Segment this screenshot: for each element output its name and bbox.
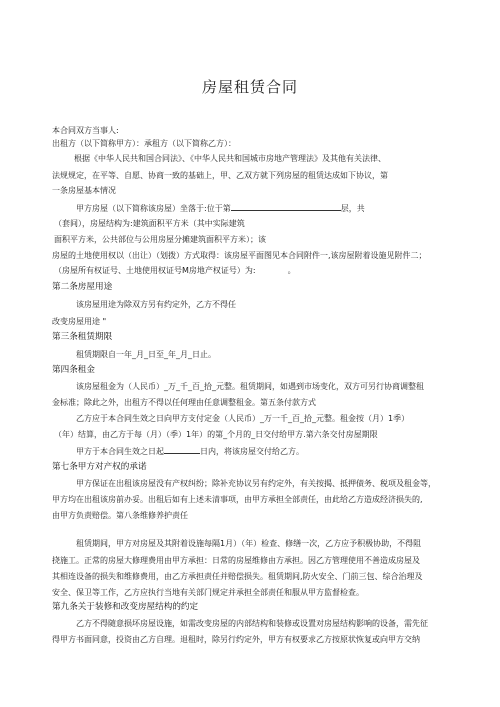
parties-line: 出租方（以下简称甲方）：承租方（以下简称乙方）：: [52, 139, 236, 148]
article-2-text-1: 该房屋用途为除双方另有约定外，乙方不得任: [76, 300, 236, 309]
preamble-line-1: 根据《中华人民共和国合同法》、《中华人民共和国城市房地产管理法》及其他有关法律、: [74, 154, 386, 163]
location-text: 甲方房屋（以下简称该房屋）坐落于:位于第: [76, 204, 231, 213]
article-7-text-1: 甲方保证在出租该房屋没有产权纠纷；除补充协议另有约定外，有关按揭、抵押债务、税项及租金等，: [76, 479, 436, 488]
certificate-text: （房屋所有权证号、土地使用权证号M房地产权证号）为:: [54, 266, 256, 275]
days-blank: [164, 445, 200, 454]
article-8-text-1: 租赁期间，甲方对房屋及其附着设施每隔1月）（年）检查、修缮一次，乙方应予积极协助，不得阻: [76, 539, 422, 548]
article-8-text-2: 挠施工。正常的房屋大修理费用由甲方承担：日常的房屋维修由方承担。因乙方管理使用不善造成房屋及: [52, 556, 420, 565]
article-3-text: 租赁期限自一年_月_日至_年_月_日止。: [76, 350, 216, 359]
article-9-text-1: 乙方不得随意损坏房屋设施，如需改变房屋的内部结构和装修或设置对房屋结构影响的设备，需先征: [76, 619, 428, 628]
article-1-location: [76, 202, 365, 214]
article-8-text-3: 其相连设备的损失和维修费用，由乙方承担责任并赔偿损失。租赁期间,防火安全、门前三包、综合治理及: [52, 572, 423, 581]
article-1-structure: （套间），房屋结构为:建筑面积平方米（其中实际建筑: [54, 219, 245, 228]
article-7-heading: 第七条甲方对产权的承诺: [52, 462, 147, 472]
article-1-area: 面积平方米，公共部位与公用房屋分摊建筑面积平方米）；该: [54, 235, 266, 244]
article-6-text: [76, 445, 304, 457]
preamble-line-2: 法规规定，在平等、自愿、协商一致的基础上，甲、乙双方就下列房屋的租赁达成如下协议，第: [52, 171, 388, 180]
article-2-text-2: 改变房屋用途 ": [52, 317, 107, 326]
article-5-text-1: 乙方应于本合同生效之日向甲方支付定金（人民币）_万一千_百_拾_元整。租金按（月）1季）: [76, 414, 410, 423]
article-4-text-2: 金标准；除此之外，出租方不得以任何理由任意调整租金。第五条付款方式: [52, 398, 316, 407]
delivery-text: 甲方于本合同生效之日起: [76, 447, 164, 456]
article-2-heading: 第二条房屋用途: [52, 282, 113, 292]
certificate-end: 。: [287, 266, 296, 275]
article-8-text-4: 安全、保卫等工作，乙方应执行当地有关部门规定并承担全部责任和服从甲方监督检查。: [52, 588, 364, 597]
article-9-text-2: 得甲方书面同意，投资由乙方自理。退租时，除另行约定外，甲方有权要求乙方按原状恢复或向甲方交纳: [52, 635, 420, 644]
parties-intro: 本合同双方当事人:: [52, 126, 119, 135]
delivery-end: 日内，将该房屋交付给乙方。: [200, 447, 304, 456]
article-9-heading: 第九条关于装修和改变房屋结构的约定: [52, 602, 199, 612]
article-4-text-1: 该房屋租金为（人民币）_万_千_百_拾_元整。租赁期间，如遇到市场变化，双方可另行协商调整租: [76, 382, 424, 391]
document-title: 房屋租赁合同: [201, 78, 298, 96]
article-1-land-use: 房屋的土地使用权以（出让）（划拨）方式取得：该房屋平面图见本合同附件一,该房屋附着设施见附件二；: [52, 251, 427, 260]
floor-blank: [231, 202, 341, 211]
article-1-heading: 一条房屋基本情况: [52, 186, 116, 195]
article-7-text-2: 甲方均在出租该房前办妥。出租后如有上述未清事项，由甲方承担全部责任，由此给乙方造成经济损失的,: [52, 495, 423, 504]
article-5-text-2: （年）结算，由乙方于每（月）（季）1年）的第_个月的_日交付给甲方.第六条交付房屋期限: [54, 430, 378, 439]
article-7-text-3: 由甲方负责赔偿。第八条维修养护责任: [52, 511, 188, 520]
article-1-certificates: [54, 265, 296, 276]
article-3-heading: 第三条租赁期限: [52, 332, 113, 342]
article-4-heading: 第四条租金: [52, 365, 95, 375]
floor-text: 层，共: [340, 204, 365, 213]
